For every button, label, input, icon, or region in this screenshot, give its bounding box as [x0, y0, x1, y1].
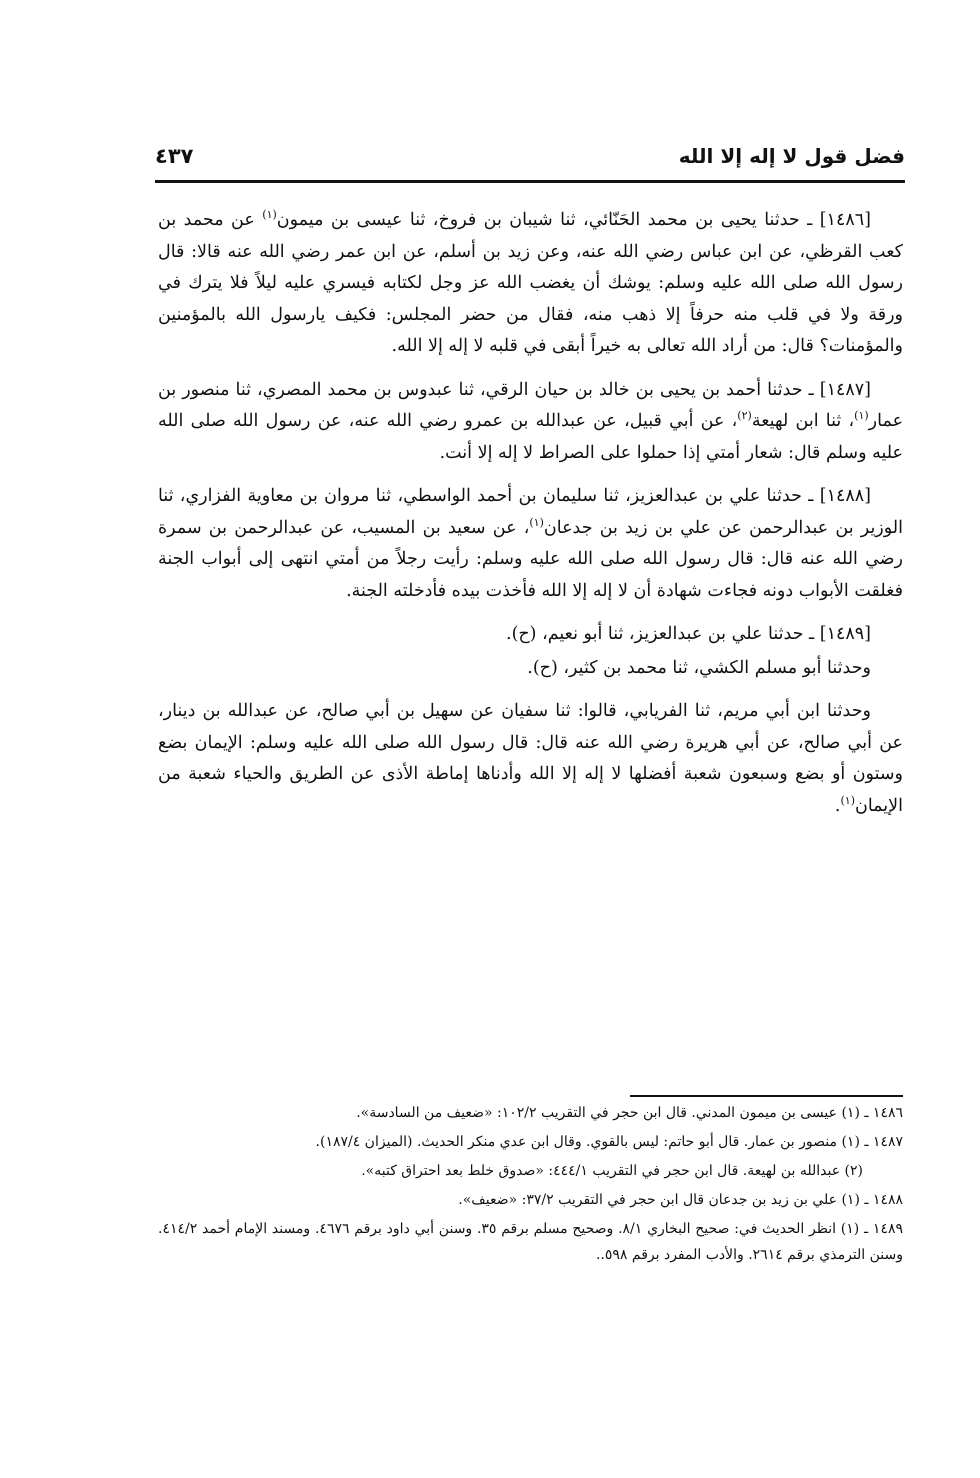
page-number: ٤٣٧: [155, 144, 194, 168]
hadith-1486-text: عن محمد بن كعب القرظي، عن ابن عباس رضي الله عنه، وعن زيد بن أسلم، عن ابن عمر رضي الله عنه قالا: قال رسول الله صلى الله عليه وسلم: يوشك أن يغضب الله عز وجل لكتابه فيسري عليه ليلاً فلا يترك في ورقة ولا في قلب منه حرفاً إلا ذهب منه، فقال من حضر المجلس: فكيف يارسول الله بالمؤمنين والمؤمنات؟ قال: من أراد الله تعالى به خيراً أبقى في قلبه لا إله إلا الله.: [158, 210, 903, 356]
hadith-1487: [158, 375, 903, 470]
footnote-ref: (٢): [737, 409, 752, 423]
hadith-1486-isnad: [١٤٨٦] ـ حدثنا يحيى بن محمد الحَنّائي، ثنا شيبان بن فروخ، ثنا عيسى بن ميمون: [276, 210, 871, 230]
footnote-divider: [630, 1095, 903, 1097]
main-text: [158, 205, 903, 834]
footnote-ref: (١): [840, 793, 855, 807]
hadith-1487-isnad: [١٤٨٧] ـ حدثنا أحمد بن يحيى بن خالد بن حيان الرقي، ثنا عبدوس بن محمد المصري، ثنا منصور بن عمار: [158, 379, 904, 431]
footnotes: [158, 1100, 903, 1271]
footnote-1488: ١٤٨٨ ـ (١) علي بن زيد بن جدعان قال ابن حجر في التقريب ٣٧/٢: «ضعيف».: [458, 1192, 903, 1208]
footnote-1489: ١٤٨٩ ـ (١) انظر الحديث في: صحيح البخاري ٨/١. وصحيح مسلم برقم ٣٥. وسنن أبي داود برقم ٤٦٧٦. ومسند الإمام أحمد ٤١٤/٢. وسنن الترمذي برقم ٢٦١٤. والأدب المفرد برقم ٥٩٨..: [158, 1221, 903, 1263]
hadith-1488: [158, 481, 903, 607]
footnote-ref: (١): [854, 409, 869, 423]
footnote-1487-2: (٢) عبدالله بن لهيعة. قال ابن حجر في التقريب ٤٤٤/١: «صدوق خلط بعد احتراق كتبه».: [361, 1163, 863, 1179]
footnote-ref: (١): [529, 515, 544, 529]
chapter-title: فضل قول لا إله إلا الله: [678, 144, 905, 168]
hadith-1486: [158, 205, 903, 363]
hadith-1489-end: .: [834, 795, 841, 816]
hadith-1489-chain-3: [158, 696, 903, 822]
running-header: [155, 140, 905, 182]
hadith-1488-text: ، عن سعيد بن المسيب، عن عبدالرحمن بن سمرة رضي الله عنه قال: قال رسول الله صلى الله عليه وسلم: رأيت رجلاً من أمتي انتهى إلى أبواب الجنة فغلقت الأبواب دونه فجاءت شهادة أن لا إله إلا الله فأخذت بيده فأدخلته الجنة.: [158, 517, 903, 601]
footnote-1486: ١٤٨٦ ـ (١) عيسى بن ميمون المدني. قال ابن حجر في التقريب ١٠٢/٢: «ضعيف من السادسة».: [356, 1105, 903, 1121]
footnote-1487-1: ١٤٨٧ ـ (١) منصور بن عمار. قال أبو حاتم: ليس بالقوي. وقال ابن عدي منكر الحديث. (الميزان ١٨٧/٤).: [315, 1134, 903, 1150]
hadith-1489-chain-2: [158, 653, 903, 685]
hadith-1489-isnad-1: [١٤٨٩] ـ حدثنا علي بن عبدالعزيز، ثنا أبو نعيم، (ح).: [506, 624, 871, 644]
footnote-ref: (١): [262, 208, 277, 222]
hadith-1487-text: ، عن أبي قبيل، عن عبدالله بن عمرو رضي الله عنه، عن رسول الله صلى الله عليه وسلم قال: شعار أمتي إذا حملوا على الصراط لا إله إلا أنت.: [158, 411, 903, 463]
hadith-1487-isnad-cont: ، ثنا ابن لهيعة: [751, 411, 855, 431]
hadith-1489: [158, 619, 903, 651]
hadith-1489-isnad-2: وحدثنا أبو مسلم الكشي، ثنا محمد بن كثير، (ح).: [527, 657, 871, 678]
hadith-1488-isnad: [١٤٨٨] ـ حدثنا علي بن عبدالعزيز، ثنا سليمان بن أحمد الواسطي، ثنا مروان بن معاوية الفزاري، ثنا الوزير بن عبدالرحمن عن علي بن زيد بن جدعان: [158, 486, 903, 538]
hadith-1489-text: وحدثنا ابن أبي مريم، ثنا الفريابي، قالوا: ثنا سفيان عن سهيل بن أبي صالح، عن عبدالله بن دينار، عن أبي صالح، عن أبي هريرة رضي الله عنه قال: قال رسول الله صلى الله عليه وسلم: الإيمان بضع وستون أو بضع وسبعون شعبة أفضلها لا إله إلا الله وأدناها إماطة الأذى عن الطريق والحياء شعبة من الإيمان: [158, 701, 903, 816]
header-divider: [155, 180, 905, 183]
